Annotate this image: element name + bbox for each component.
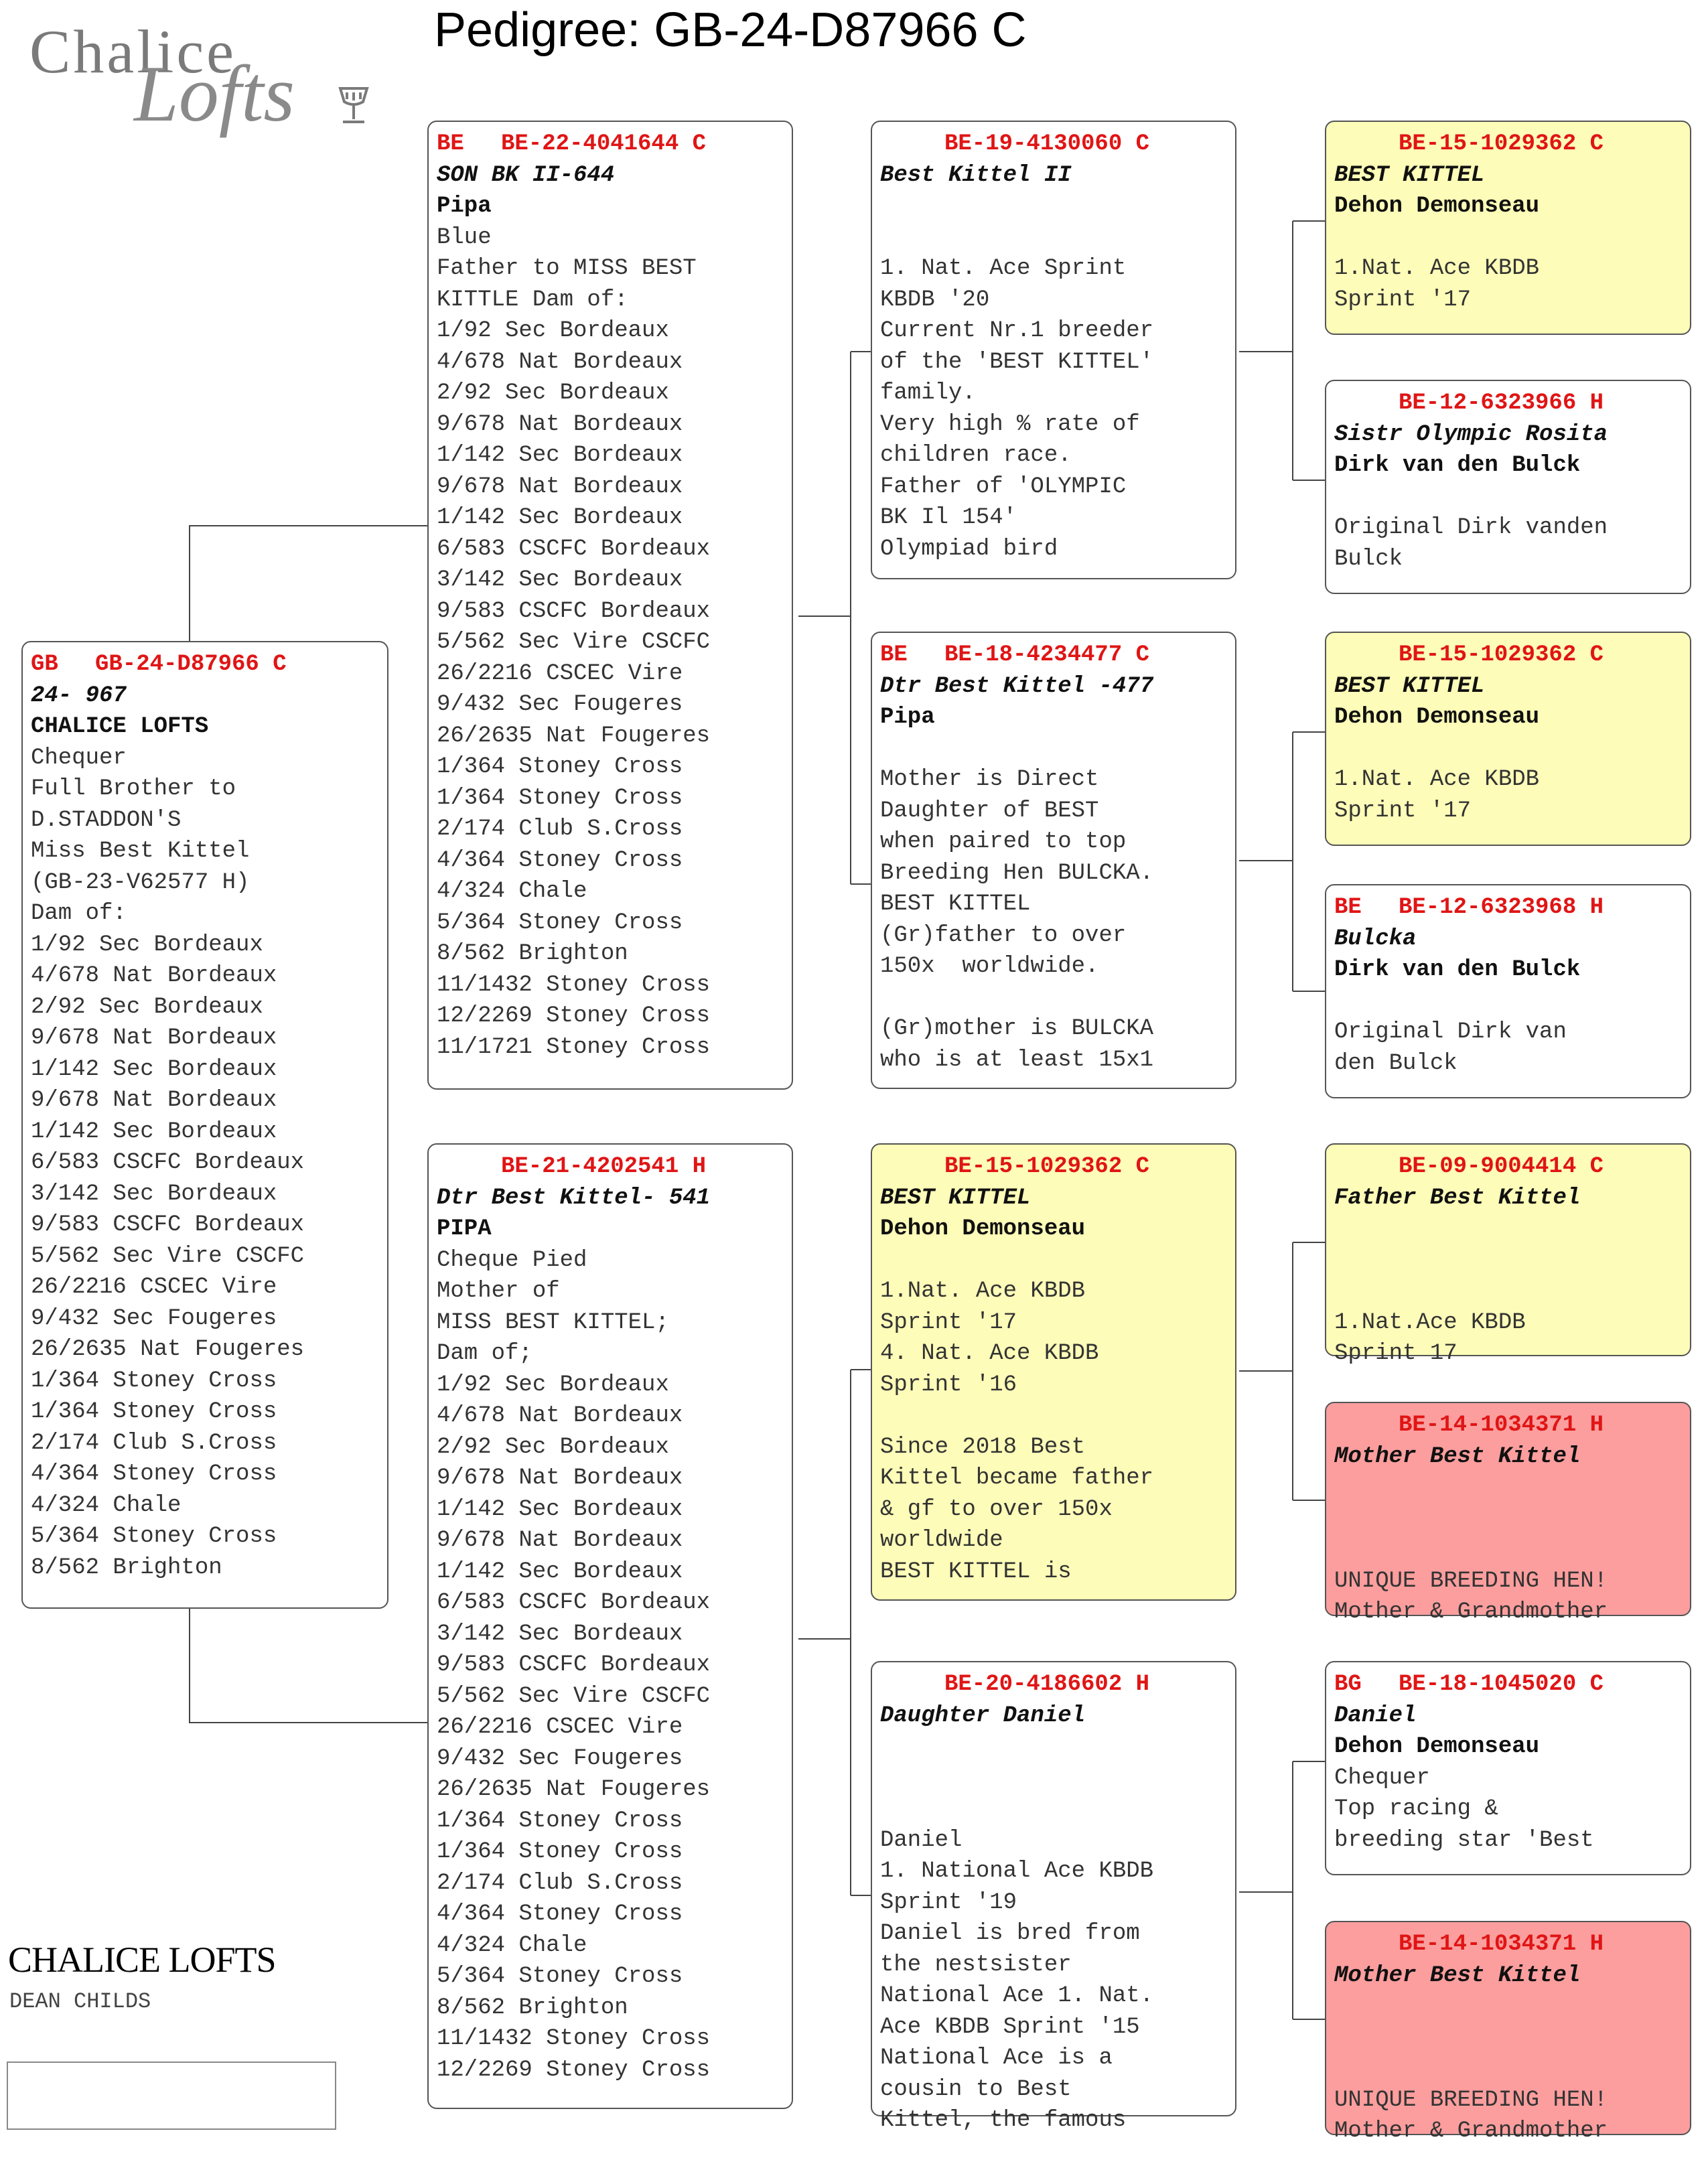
info-line: 3/142 Sec Bordeaux [31,1181,277,1207]
info-line: 11/1432 Stoney Cross [437,2026,711,2051]
info-line: Sprint '17 [1334,798,1472,824]
info-line: 8/562 Brighton [437,1995,628,2021]
ring-number: GB-24-D87966 C [95,652,287,677]
ring-number: BE-15-1029362 C [1399,642,1604,668]
info-line: Blue [437,224,492,250]
pedigree-box-subject [21,641,388,1609]
info-line: 1/142 Sec Bordeaux [31,1056,277,1082]
info-line: 9/432 Sec Fougeres [31,1305,277,1331]
info-line: 26/2216 CSCEC Vire [31,1275,277,1300]
breeder-name: Dehon Demonseau [1334,194,1540,219]
pedigree-box-dsd [1325,1402,1691,1625]
ring-number: BE-14-1034371 H [1399,1413,1604,1438]
ring-number: BE-18-1045020 C [1399,1672,1604,1697]
info-line: Father to MISS BEST [437,256,697,281]
ring-number-line [1334,1410,1682,1441]
info-line: 4/364 Stoney Cross [31,1461,277,1487]
ring-number: BE-20-4186602 H [944,1672,1150,1697]
info-line: 12/2269 Stoney Cross [437,2057,711,2083]
info-line: family. [880,380,976,406]
info-line: 6/583 CSCFC Bordeaux [31,1150,305,1175]
bird-name: Dtr Best Kittel -477 [880,673,1154,699]
info-line: Mother is Direct [880,767,1099,792]
info-line [1334,1534,1682,1566]
info-line: 9/678 Nat Bordeaux [437,474,683,500]
info-line: BK Il 154' [880,505,1017,530]
ring-number: BE-12-6323968 H [1399,895,1604,920]
info-line: Sprint '17 [880,1309,1017,1335]
info-line [880,1794,1227,1825]
info-line: Original Dirk van [1334,1019,1567,1045]
info-line: 4/324 Chale [437,1932,587,1958]
info-line: Sprint '16 [880,1372,1017,1398]
bird-name: BEST KITTEL [880,1185,1031,1211]
pedigree-box-ddd [1325,1921,1691,2144]
country-code: GB [31,652,58,677]
breeder-name: Dirk van den Bulck [1334,453,1581,478]
info-line: 9/678 Nat Bordeaux [31,1088,277,1113]
info-line: 1.Nat. Ace KBDB [880,1279,1086,1304]
info-line: Cheque Pied [437,1247,587,1273]
page-title: Pedigree: GB-24-D87966 C [434,3,1027,57]
pedigree-box-dds [1325,1661,1691,1875]
info-line: (GB-23-V62577 H) [31,869,250,895]
logo-word-1: Chalice [29,17,236,86]
logo-word-2: Lofts [134,49,295,138]
ring-number-line [31,649,379,680]
info-line [880,222,1227,254]
info-line: 1/364 Stoney Cross [437,1839,683,1865]
info-line [1334,2053,1682,2085]
info-line: 5/364 Stoney Cross [437,1964,683,1989]
info-line: Dam of; [437,1341,532,1366]
info-line: 11/1721 Stoney Cross [437,1034,711,1060]
info-line [1334,1504,1682,1535]
breeder-name: CHALICE LOFTS [31,714,209,739]
ring-number-line [880,1151,1227,1183]
info-line: KBDB '20 [880,287,990,313]
info-line: 9/432 Sec Fougeres [437,692,683,717]
info-line: 26/2635 Nat Fougeres [31,1337,305,1362]
bird-name: Daughter Daniel [880,1703,1086,1729]
info-line: cousin to Best [880,2076,1072,2102]
breeder-name: Pipa [880,705,935,730]
info-line: 9/678 Nat Bordeaux [437,1528,683,1553]
ring-number-line [1334,1151,1682,1183]
info-line: Mother & Grandmother [1334,1599,1608,1625]
info-line: Breeding Hen BULCKA. [880,860,1154,886]
ring-number: BE-19-4130060 C [944,131,1150,157]
info-line: 9/583 CSCFC Bordeaux [437,598,711,624]
bird-name: Bulcka [1334,926,1417,952]
info-line: Mother & Grandmother [1334,2118,1608,2144]
info-line [1334,733,1682,765]
info-line: (Gr)mother is BULCKA [880,1016,1154,1041]
info-line: KITTLE Dam of: [437,287,628,313]
info-line: 150x worldwide. [880,954,1099,979]
info-line: 4. Nat. Ace KBDB [880,1341,1099,1366]
info-line: Ace KBDB Sprint '15 [880,2014,1140,2040]
info-line: 4/324 Chale [437,879,587,904]
info-line: 5/562 Sec Vire CSCFC [31,1243,305,1269]
info-line: 1.Nat.Ace KBDB [1334,1309,1526,1335]
pedigree-box-sdd [1325,884,1691,1098]
info-line [880,1763,1227,1794]
info-line: 4/678 Nat Bordeaux [31,963,277,989]
info-line: 1/92 Sec Bordeaux [437,1372,669,1398]
info-line: den Bulck [1334,1050,1457,1076]
breeder-name [1334,1991,1682,2023]
bird-name: SON BK II-644 [437,162,615,188]
info-line: 2/92 Sec Bordeaux [31,994,263,1020]
info-line: 1/92 Sec Bordeaux [437,318,669,344]
info-line [880,1245,1227,1277]
info-line: 1/364 Stoney Cross [31,1368,277,1394]
bird-name: 24- 967 [31,682,127,709]
info-line: 1/142 Sec Bordeaux [31,1118,277,1145]
info-line: 26/2635 Nat Fougeres [437,723,711,749]
pedigree-box-ssd [1325,380,1691,594]
breeder-name [880,1731,1227,1763]
ring-number: BE-18-4234477 C [944,642,1150,668]
info-line: who is at least 15x1 [880,1047,1154,1073]
info-line: children race. [880,443,1072,468]
breeder-name: Dehon Demonseau [880,1216,1086,1242]
info-line: 11/1432 Stoney Cross [437,972,711,998]
ring-number: BE-15-1029362 C [1399,131,1604,157]
info-line [1334,2023,1682,2054]
info-line [880,983,1227,1014]
info-line: 1/142 Sec Bordeaux [437,505,683,530]
ring-number-line [1334,388,1682,419]
info-line [1334,482,1682,513]
info-line: 1/92 Sec Bordeaux [31,932,263,958]
info-line: Dam of: [31,901,127,926]
info-line [1334,1276,1682,1307]
info-line: 1/142 Sec Bordeaux [437,1496,683,1522]
bird-name: Mother Best Kittel [1334,1443,1581,1469]
info-line: Very high % rate of [880,411,1140,437]
info-line: Sprint 17 [1334,1341,1457,1366]
info-line: BEST KITTEL is [880,1559,1072,1585]
info-line: Daughter of BEST [880,798,1099,824]
info-line: 1/142 Sec Bordeaux [437,1559,683,1585]
breeder-name: Dehon Demonseau [1334,705,1540,730]
info-line: 5/364 Stoney Cross [31,1524,277,1549]
breeder-name: Dehon Demonseau [1334,1734,1540,1759]
pedigree-box-dss [1325,1143,1691,1366]
info-line: Since 2018 Best [880,1434,1086,1460]
info-line: Top racing & [1334,1796,1498,1822]
info-line: 12/2269 Stoney Cross [437,1003,711,1029]
info-line [1334,222,1682,254]
bird-name: Best Kittel II [880,162,1072,188]
ring-number: BE-12-6323966 H [1399,390,1604,416]
info-line: UNIQUE BREEDING HEN! [1334,1568,1608,1594]
pedigree-box-sire-sire [871,121,1236,579]
info-line: Chequer [31,745,127,771]
ring-number: BE-15-1029362 C [944,1154,1150,1179]
info-line: 4/678 Nat Bordeaux [437,349,683,375]
ring-number-line [880,129,1227,160]
breeder-name: Dirk van den Bulck [1334,957,1581,983]
breeder-name [880,191,1227,222]
country-code: BE [1334,895,1362,920]
pedigree-box-dam-dam [871,1661,1236,2133]
info-line: 8/562 Brighton [437,941,628,966]
info-line: 9/432 Sec Fougeres [437,1745,683,1771]
info-line: Current Nr.1 breeder [880,318,1154,344]
footer-signature-field[interactable] [7,2062,336,2130]
info-line: 8/562 Brighton [31,1554,222,1581]
info-line: 1/364 Stoney Cross [437,1808,683,1834]
info-line: MISS BEST KITTEL; [437,1309,669,1335]
pedigree-box-sds [1325,632,1691,846]
info-line: 9/678 Nat Bordeaux [31,1025,277,1051]
bird-name: Mother Best Kittel [1334,1962,1581,1988]
bird-name: BEST KITTEL [1334,673,1485,699]
info-line: Sprint '19 [880,1889,1017,1915]
info-line: Kittel became father [880,1465,1154,1491]
info-line: 2/92 Sec Bordeaux [437,380,669,406]
info-line: 3/142 Sec Bordeaux [437,1621,683,1647]
info-line: 1/364 Stoney Cross [31,1399,277,1425]
info-line: Sprint '17 [1334,287,1472,313]
bird-name: Sistr Olympic Rosita [1334,421,1608,447]
info-line: 6/583 CSCFC Bordeaux [437,1590,711,1615]
pedigree-box-sss [1325,121,1691,335]
info-line [1334,986,1682,1017]
ring-number: BE-22-4041644 C [501,131,707,157]
ring-number: BE-09-9004414 C [1399,1154,1604,1179]
info-line: 1. Nat. Ace Sprint [880,256,1127,281]
info-line: 4/364 Stoney Cross [437,847,683,873]
footer-owner-name: DEAN CHILDS [9,1989,151,2014]
info-line: worldwide [880,1528,1003,1553]
country-code: BG [1334,1672,1362,1697]
info-line: 2/174 Club S.Cross [437,1870,683,1896]
breeder-name: PIPA [437,1216,492,1242]
info-line: Miss Best Kittel [31,839,250,864]
info-line: UNIQUE BREEDING HEN! [1334,2087,1608,2113]
info-line: 9/583 CSCFC Bordeaux [31,1212,305,1238]
info-line: when paired to top [880,829,1127,855]
ring-number-line [880,1669,1227,1701]
breeder-name [1334,1472,1682,1504]
info-line: D.STADDON'S [31,807,182,833]
info-line: 26/2635 Nat Fougeres [437,1777,711,1802]
info-line: Full Brother to [31,776,236,802]
info-line: & gf to over 150x [880,1496,1113,1522]
info-line: 1.Nat. Ace KBDB [1334,767,1540,792]
ring-number-line [1334,1669,1682,1701]
info-line: National Ace is a [880,2045,1113,2071]
info-line [880,1400,1227,1432]
ring-number: BE-21-4202541 H [501,1154,707,1179]
info-line: 1/142 Sec Bordeaux [437,443,683,468]
info-line: 1. National Ace KBDB [880,1859,1154,1884]
info-line [880,733,1227,765]
info-line: 9/583 CSCFC Bordeaux [437,1652,711,1678]
info-line: Olympiad bird [880,536,1058,562]
info-line: (Gr)father to over [880,922,1127,948]
bird-name: Father Best Kittel [1334,1185,1581,1211]
bird-name: BEST KITTEL [1334,162,1485,188]
info-line: 1/364 Stoney Cross [437,785,683,811]
info-line: BEST KITTEL [880,891,1031,917]
info-line: Father of 'OLYMPIC [880,474,1127,500]
info-line: Bulck [1334,546,1403,572]
country-code: BE [880,642,908,668]
info-line: breeding star 'Best [1334,1827,1594,1853]
info-line: 4/678 Nat Bordeaux [437,1403,683,1429]
ring-number-line [1334,640,1682,671]
info-line: National Ace 1. Nat. [880,1983,1154,2009]
info-line: Original Dirk vanden [1334,515,1608,540]
info-line: 4/324 Chale [31,1492,182,1518]
pedigree-box-sire [427,121,793,1090]
info-line: 5/562 Sec Vire CSCFC [437,1683,711,1709]
info-line: Kittel, the famous [880,2108,1127,2133]
info-line: 2/174 Club S.Cross [31,1430,277,1456]
ring-number-line [1334,129,1682,160]
info-line: the nestsister [880,1952,1072,1978]
breeder-name [1334,1214,1682,1245]
pedigree-box-sire-dam [871,632,1236,1089]
ring-number: BE-14-1034371 H [1399,1932,1604,1957]
info-line: of the 'BEST KITTEL' [880,349,1154,375]
pedigree-box-dam [427,1143,793,2109]
footer-loft-name: CHALICE LOFTS [8,1940,276,1980]
info-line: 5/364 Stoney Cross [437,910,683,936]
info-line: 9/678 Nat Bordeaux [437,1465,683,1491]
ring-number-line [437,129,784,160]
info-line: 6/583 CSCFC Bordeaux [437,536,711,562]
bird-name: Daniel [1334,1703,1417,1729]
info-line: 9/678 Nat Bordeaux [437,411,683,437]
breeder-name: Pipa [437,194,492,219]
ring-number-line [880,640,1227,671]
info-line: 4/364 Stoney Cross [437,1901,683,1927]
info-line: 5/562 Sec Vire CSCFC [437,630,711,655]
info-line: 26/2216 CSCEC Vire [437,1715,683,1740]
info-line: Mother of [437,1279,560,1304]
info-line: 26/2216 CSCEC Vire [437,660,683,686]
info-line: 2/92 Sec Bordeaux [437,1434,669,1460]
info-line [1334,1245,1682,1277]
info-line: Chequer [1334,1765,1430,1791]
info-line: 1.Nat. Ace KBDB [1334,256,1540,281]
info-line: Daniel is bred from [880,1921,1140,1946]
ring-number-line [1334,892,1682,924]
info-line: 3/142 Sec Bordeaux [437,567,683,593]
pedigree-box-dam-sire [871,1143,1236,1601]
bird-name: Dtr Best Kittel- 541 [437,1185,711,1211]
ring-number-line [1334,1929,1682,1960]
country-code: BE [437,131,464,157]
info-line: 1/364 Stoney Cross [437,754,683,780]
info-line: Daniel [880,1827,963,1853]
info-line: 2/174 Club S.Cross [437,816,683,842]
ring-number-line [437,1151,784,1183]
